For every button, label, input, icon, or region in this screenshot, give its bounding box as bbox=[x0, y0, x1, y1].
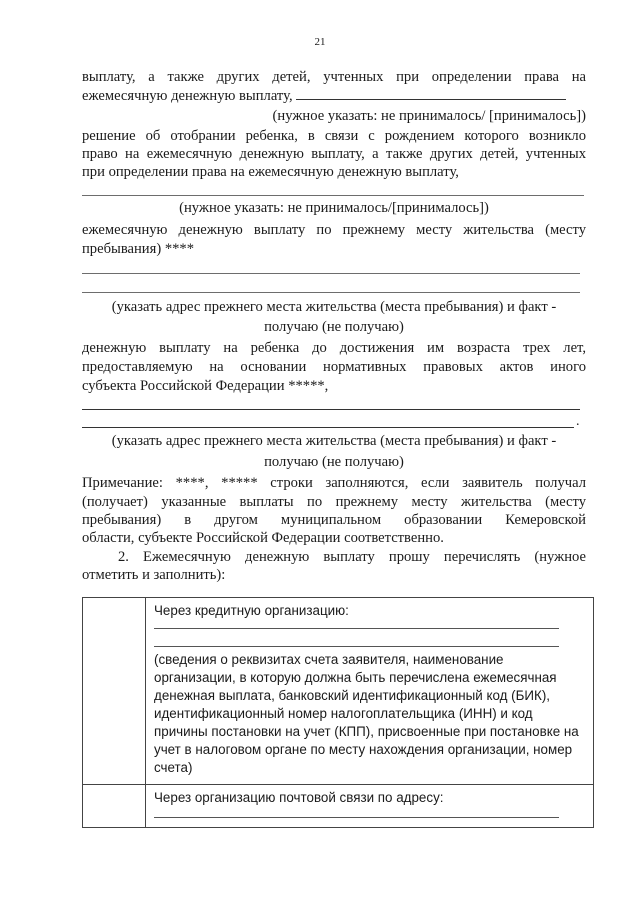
fill-in-line[interactable] bbox=[154, 817, 559, 818]
block4-line1: денежную выплату на ребенка до достижения им возраста трех лет, bbox=[82, 340, 586, 356]
option-title-credit: Через кредитную организацию: bbox=[154, 603, 349, 618]
item2-line1: 2. Ежемесячную денежную выплату прошу перечислять (нужное bbox=[118, 549, 586, 565]
option-checkbox-post[interactable] bbox=[83, 785, 146, 828]
block1-note: (нужное указать: не принималось/ [принималось]) bbox=[272, 108, 586, 124]
block4-note-line1: (указать адрес прежнего места жительства (места пребывания) и факт - bbox=[111, 433, 557, 449]
fill-in-line[interactable] bbox=[82, 409, 580, 410]
block1-line2 bbox=[82, 87, 586, 106]
option-title-post: Через организацию почтовой связи по адресу: bbox=[154, 790, 444, 805]
block1-line2-text: ежемесячную денежную выплату, bbox=[82, 88, 293, 104]
block3-note-line1: (указать адрес прежнего места жительства (места пребывания) и факт - bbox=[111, 299, 557, 315]
line-period: . bbox=[576, 414, 580, 429]
fill-in-line[interactable] bbox=[154, 628, 559, 629]
fill-in-line[interactable] bbox=[82, 273, 580, 274]
block4-note-line2: получаю (не получаю) bbox=[264, 454, 404, 470]
option-content-credit bbox=[146, 598, 594, 785]
remark-line3: пребывания) в другом муниципальном образовании Кемеровской bbox=[82, 512, 586, 528]
block1-line1: выплату, а также других детей, учтенных при определении права на bbox=[82, 69, 586, 85]
fill-in-line[interactable] bbox=[154, 646, 559, 647]
option-description-credit: (сведения о реквизитах счета заявителя, наименование организации, в которую должна быть перечислена ежемесячная денежная выплата, банковский идентификационный код (БИК), идентификационный номер налогоплательщика (ИНН) и код причины постановки на учет (КПП), присвоенные при постановке на учет в налоговом органе по месту нахождения организации, номер счета) bbox=[154, 652, 579, 775]
remark-line1: Примечание: ****, ***** строки заполняются, если заявитель получал bbox=[82, 475, 586, 491]
block3-line1: ежемесячную денежную выплату по прежнему месту жительства (месту bbox=[82, 222, 586, 238]
block2-line3: при определении права на ежемесячную денежную выплату, bbox=[82, 164, 459, 180]
fill-in-line[interactable] bbox=[82, 195, 584, 196]
item2-line2: отметить и заполнить): bbox=[82, 567, 226, 583]
fill-in-line[interactable] bbox=[82, 427, 574, 428]
block2-note: (нужное указать: не принималось/[принималось]) bbox=[179, 200, 489, 216]
payment-options-table bbox=[82, 597, 594, 828]
remark-line2: (получает) указанные выплаты по прежнему месту жительства (месту bbox=[82, 494, 586, 510]
page-number: 21 bbox=[314, 36, 326, 48]
block4-line3: субъекта Российской Федерации *****, bbox=[82, 378, 329, 394]
block3-note-line2: получаю (не получаю) bbox=[264, 319, 404, 335]
fill-in-line[interactable] bbox=[296, 87, 566, 100]
remark-line4: области, субъекте Российской Федерации соответственно. bbox=[82, 530, 444, 546]
block4-line2: предоставляемую на основании нормативных правовых актов иного bbox=[82, 359, 586, 375]
option-content-post bbox=[146, 785, 594, 828]
option-row-credit bbox=[83, 598, 594, 785]
option-row-post bbox=[83, 785, 594, 828]
option-checkbox-credit[interactable] bbox=[83, 598, 146, 785]
block3-line2: пребывания) **** bbox=[82, 241, 195, 257]
block2-line2: право на ежемесячную денежную выплату, а также других детей, учтенных bbox=[82, 146, 586, 162]
fill-in-line[interactable] bbox=[82, 292, 580, 293]
block2-line1: решение об отобрании ребенка, в связи с рождением которого возникло bbox=[82, 128, 586, 144]
